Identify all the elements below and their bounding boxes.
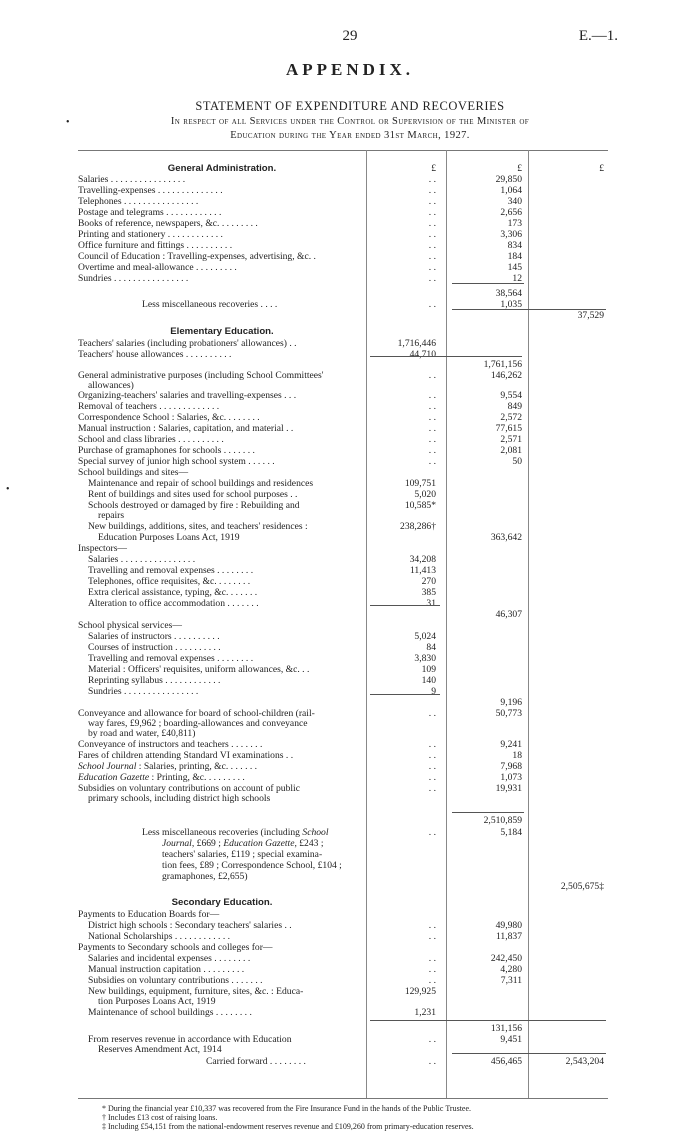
row-label: Special survey of junior high school system . . . . . . (78, 456, 275, 467)
row-label: Travelling and removal expenses . . . . . . . . (88, 653, 254, 664)
table-row (0, 196, 700, 207)
amount-cell: 146,262 (490, 370, 522, 381)
amount-cell: 2,505,675‡ (560, 881, 604, 892)
row-label: Manual instruction capitation . . . . . . . . . (88, 964, 245, 975)
amount-cell: 37,529 (577, 310, 604, 321)
amount-cell: . . (428, 750, 436, 761)
subtotal-rule (370, 1020, 606, 1021)
amount-cell: . . (428, 964, 436, 975)
row-label: School Journal : Salaries, printing, &c. . . . . . . (78, 761, 258, 772)
amount-cell: . . (428, 240, 436, 251)
amount-cell: . . (428, 783, 436, 794)
table-row (0, 1056, 700, 1067)
table-row (0, 543, 700, 554)
section-heading: General Administration. (167, 163, 277, 174)
row-label: Office furniture and fittings . . . . . . . . . . (78, 240, 233, 251)
table-row (0, 240, 700, 251)
row-label: Travelling-expenses . . . . . . . . . . . . . . (78, 185, 223, 196)
amount-cell: 11,413 (409, 565, 436, 576)
table-row (0, 401, 700, 412)
row-label: School physical services— (78, 620, 182, 631)
amount-cell: . . (428, 401, 436, 412)
table-row (0, 489, 700, 500)
row-label: Organizing-teachers' salaries and travelling-expenses . . . (78, 390, 297, 401)
amount-cell: 9,554 (500, 390, 522, 401)
subtotal-rule (370, 605, 440, 606)
amount-cell: 44,710 (409, 349, 436, 360)
amount-cell: 3,830 (414, 653, 436, 664)
row-label: Manual instruction : Salaries, capitation, and material . . (78, 423, 294, 434)
amount-cell: £ (517, 163, 522, 174)
table-row (0, 423, 700, 434)
table-row (0, 521, 700, 532)
amount-cell: 9,241 (500, 739, 522, 750)
row-label: Education Purposes Loans Act, 1919 (98, 532, 240, 543)
row-label: Subsidies on voluntary contributions . . . . . . . (88, 975, 263, 986)
amount-cell: £ (431, 163, 436, 174)
amount-cell: . . (428, 456, 436, 467)
amount-cell: 46,307 (495, 609, 522, 620)
amount-cell: 31 (426, 598, 436, 609)
row-label: Payments to Secondary schools and colleges for— (78, 942, 273, 953)
amount-cell: 5,184 (500, 827, 522, 838)
row-label: Courses of instruction . . . . . . . . . . (88, 642, 221, 653)
amount-cell: . . (428, 827, 436, 838)
amount-cell: 1,231 (414, 1007, 436, 1018)
subtotal-rule (370, 694, 440, 695)
amount-cell: . . (428, 931, 436, 942)
document-reference: E.—1. (578, 28, 618, 44)
row-label: Fares of children attending Standard VI examinations . . (78, 750, 294, 761)
table-row (0, 273, 700, 284)
amount-cell: 1,064 (500, 185, 522, 196)
row-label: National Scholarships . . . . . . . . . . . . (88, 931, 231, 942)
row-label: Reprinting syllabus . . . . . . . . . . . . (88, 675, 221, 686)
table-row (0, 881, 700, 892)
subtotal-rule (452, 1053, 606, 1054)
amount-cell: . . (428, 1056, 436, 1067)
row-label: way fares, £9,962 ; boarding-allowances and conveyance (88, 718, 308, 729)
amount-cell: 109 (421, 664, 436, 675)
row-label: Removal of teachers . . . . . . . . . . . . . (78, 401, 220, 412)
statement-subtitle-line1: In respect of all Services under the Control or Supervision of the Minister of (170, 116, 530, 127)
amount-cell: 2,572 (500, 412, 522, 423)
row-label: teachers' salaries, £119 ; special examina- (162, 849, 323, 860)
amount-cell: 9,196 (500, 697, 522, 708)
table-row (0, 163, 700, 174)
table-row (0, 445, 700, 456)
table-row (0, 793, 700, 804)
amount-cell: . . (428, 218, 436, 229)
row-label: Rent of buildings and sites used for school purposes . . (88, 489, 298, 500)
amount-cell: 38,564 (495, 288, 522, 299)
row-label: Carried forward . . . . . . . . (206, 1056, 306, 1067)
row-label: Sundries . . . . . . . . . . . . . . . . (78, 273, 189, 284)
row-label: Alteration to office accommodation . . . . . . . (88, 598, 259, 609)
amount-cell: 34,208 (409, 554, 436, 565)
amount-cell: . . (428, 174, 436, 185)
table-row (0, 326, 700, 337)
subtotal-rule (452, 812, 524, 813)
table-row (0, 686, 700, 697)
table-row (0, 975, 700, 986)
amount-cell: 2,510,859 (483, 815, 522, 826)
table-row (0, 1023, 700, 1034)
amount-cell: . . (428, 445, 436, 456)
amount-cell: . . (428, 251, 436, 262)
amount-cell: 238,286† (400, 521, 436, 532)
row-label: repairs (98, 510, 125, 521)
row-label: Postage and telegrams . . . . . . . . . . . . (78, 207, 222, 218)
row-label: Telephones . . . . . . . . . . . . . . . . (78, 196, 199, 207)
page-number: 29 (342, 28, 358, 44)
table-row (0, 897, 700, 908)
table-row (0, 739, 700, 750)
row-label: Telephones, office requisites, &c. . . . . . . . (88, 576, 251, 587)
row-label: Salaries . . . . . . . . . . . . . . . . (88, 554, 196, 565)
row-label: Inspectors— (78, 543, 128, 554)
table-row (0, 390, 700, 401)
subtotal-rule (370, 356, 522, 357)
row-label: General administrative purposes (including School Committees' (78, 370, 324, 381)
row-label: Correspondence School : Salaries, &c. . . . . . . . (78, 412, 260, 423)
amount-cell: 7,311 (500, 975, 522, 986)
row-label: District high schools : Secondary teachers' salaries . . (88, 920, 292, 931)
row-label: Schools destroyed or damaged by fire : Rebuilding and (88, 500, 300, 511)
subtotal-rule (452, 309, 606, 310)
row-label: Material : Officers' requisites, uniform allowances, &c. . . (88, 664, 310, 675)
table-row (0, 653, 700, 664)
table-row (0, 761, 700, 772)
table-row (0, 642, 700, 653)
row-label: Printing and stationery . . . . . . . . . . . . (78, 229, 223, 240)
amount-cell: 145 (507, 262, 522, 273)
table-row (0, 664, 700, 675)
amount-cell: 456,465 (490, 1056, 522, 1067)
amount-cell: 11,837 (495, 931, 522, 942)
table-row (0, 478, 700, 489)
row-label: Payments to Education Boards for— (78, 909, 220, 920)
table-row (0, 1007, 700, 1018)
table-row (0, 598, 700, 609)
amount-cell: . . (428, 708, 436, 719)
table-row (0, 631, 700, 642)
row-label: Maintenance and repair of school buildings and residences (88, 478, 314, 489)
row-label: Journal, £669 ; Education Gazette, £243 ; (162, 838, 324, 849)
amount-cell: 5,024 (414, 631, 436, 642)
row-label: Books of reference, newspapers, &c. . . . . . . . . (78, 218, 258, 229)
table-row (0, 620, 700, 631)
amount-cell: 2,543,204 (565, 1056, 604, 1067)
table-row (0, 587, 700, 598)
statement-title: STATEMENT OF EXPENDITURE AND RECOVERIES (195, 99, 505, 113)
statement-subtitle-line2: Education during the Year ended 31st March, 1927. (230, 130, 470, 141)
table-row (0, 964, 700, 975)
amount-cell: 49,980 (495, 920, 522, 931)
amount-cell: 50 (512, 456, 522, 467)
row-label: Conveyance of instructors and teachers . . . . . . . (78, 739, 263, 750)
amount-cell: 18 (512, 750, 522, 761)
table-row (0, 909, 700, 920)
footnote: † Includes £13 cost of raising loans. (102, 1113, 218, 1122)
amount-cell: . . (428, 207, 436, 218)
amount-cell: . . (428, 975, 436, 986)
amount-cell: . . (428, 772, 436, 783)
table-row (0, 434, 700, 445)
amount-cell: 140 (421, 675, 436, 686)
amount-cell: 3,306 (500, 229, 522, 240)
amount-cell: . . (428, 299, 436, 310)
margin-bullet-mark: • (6, 484, 10, 495)
amount-cell: 173 (507, 218, 522, 229)
row-label: Extra clerical assistance, typing, &c. . . . . . . (88, 587, 258, 598)
table-row (0, 942, 700, 953)
page-title: APPENDIX. (285, 60, 415, 79)
table-row (0, 815, 700, 826)
amount-cell: 834 (507, 240, 522, 251)
amount-cell: 12 (512, 273, 522, 284)
row-label: From reserves revenue in accordance with Education (88, 1034, 292, 1045)
row-label: Sundries . . . . . . . . . . . . . . . . (88, 686, 199, 697)
row-label: New buildings, additions, sites, and teachers' residences : (88, 521, 308, 532)
amount-cell: 9,451 (500, 1034, 522, 1045)
table-row (0, 262, 700, 273)
row-label: New buildings, equipment, furniture, sites, &c. : Educa- (88, 986, 304, 997)
amount-cell: . . (428, 412, 436, 423)
row-label: gramaphones, £2,655) (162, 871, 248, 882)
amount-cell: 129,925 (404, 986, 436, 997)
row-label: Education Gazette : Printing, &c. . . . . . . . . (78, 772, 245, 783)
amount-cell: 849 (507, 401, 522, 412)
amount-cell: . . (428, 761, 436, 772)
subtotal-rule (452, 283, 524, 284)
amount-cell: 2,571 (500, 434, 522, 445)
amount-cell: £ (599, 163, 604, 174)
table-bottom-rule (78, 1098, 608, 1099)
table-row (0, 510, 700, 521)
table-row (0, 229, 700, 240)
table-row (0, 849, 700, 860)
section-heading: Elementary Education. (170, 326, 274, 337)
footnote: * During the financial year £10,337 was recovered from the Fire Insurance Fund in the hands of the Public Trustee. (102, 1104, 472, 1113)
amount-cell: . . (428, 1034, 436, 1045)
row-label: Teachers' salaries (including probationers' allowances) . . (78, 338, 297, 349)
table-row (0, 456, 700, 467)
row-label: Less miscellaneous recoveries (including School (142, 827, 329, 838)
amount-cell: . . (428, 434, 436, 445)
table-row (0, 412, 700, 423)
amount-cell: . . (428, 390, 436, 401)
table-row (0, 359, 700, 370)
amount-cell: 340 (507, 196, 522, 207)
amount-cell: . . (428, 273, 436, 284)
table-row (0, 838, 700, 849)
table-row (0, 996, 700, 1007)
row-label: primary schools, including district high schools (88, 793, 271, 804)
amount-cell: 4,280 (500, 964, 522, 975)
row-label: Purchase of gramaphones for schools . . . . . . . (78, 445, 255, 456)
amount-cell: . . (428, 953, 436, 964)
table-row (0, 310, 700, 321)
row-label: by road and water, £40,811) (88, 728, 196, 739)
footnote: ‡ Including £54,151 from the national-endowment reserves revenue and £109,260 from primary-education reserves. (102, 1122, 474, 1131)
amount-cell: . . (428, 920, 436, 931)
row-label: School and class libraries . . . . . . . . . . (78, 434, 224, 445)
amount-cell: . . (428, 370, 436, 381)
amount-cell: 109,751 (404, 478, 436, 489)
row-label: Salaries and incidental expenses . . . . . . . . (88, 953, 251, 964)
amount-cell: 50,773 (495, 708, 522, 719)
amount-cell: 5,020 (414, 489, 436, 500)
amount-cell: 242,450 (490, 953, 522, 964)
row-label: Travelling and removal expenses . . . . . . . . (88, 565, 254, 576)
amount-cell: 1,761,156 (483, 359, 522, 370)
amount-cell: . . (428, 196, 436, 207)
amount-cell: 131,156 (490, 1023, 522, 1034)
amount-cell: 1,716,446 (397, 338, 436, 349)
row-label: Conveyance and allowance for board of school-children (rail- (78, 708, 315, 719)
row-label: Council of Education : Travelling-expenses, advertising, &c. . (78, 251, 316, 262)
amount-cell: 29,850 (495, 174, 522, 185)
row-label: tion Purposes Loans Act, 1919 (98, 996, 216, 1007)
amount-cell: . . (428, 423, 436, 434)
amount-cell: 77,615 (495, 423, 522, 434)
amount-cell: 9 (431, 686, 436, 697)
row-label: Maintenance of school buildings . . . . . . . . (88, 1007, 252, 1018)
row-label: Reserves Amendment Act, 1914 (98, 1044, 222, 1055)
table-row (0, 532, 700, 543)
amount-cell: . . (428, 262, 436, 273)
amount-cell: 84 (426, 642, 436, 653)
amount-cell: 2,656 (500, 207, 522, 218)
table-row (0, 827, 700, 838)
table-row (0, 554, 700, 565)
amount-cell: 2,081 (500, 445, 522, 456)
table-row (0, 675, 700, 686)
table-row (0, 697, 700, 708)
table-row (0, 860, 700, 871)
table-row (0, 772, 700, 783)
amount-cell: 184 (507, 251, 522, 262)
table-row (0, 467, 700, 478)
amount-cell: 19,931 (495, 783, 522, 794)
section-heading: Secondary Education. (171, 897, 273, 908)
amount-cell: 385 (421, 587, 436, 598)
amount-cell: 10,585* (404, 500, 436, 511)
row-label: Salaries . . . . . . . . . . . . . . . . (78, 174, 186, 185)
amount-cell: . . (428, 739, 436, 750)
row-label: Less miscellaneous recoveries . . . . (142, 299, 278, 310)
table-row (0, 174, 700, 185)
table-row (0, 931, 700, 942)
table-row (0, 953, 700, 964)
amount-cell: 1,073 (500, 772, 522, 783)
row-label: Teachers' house allowances . . . . . . . . . . (78, 349, 232, 360)
row-label: School buildings and sites— (78, 467, 189, 478)
row-label: Overtime and meal-allowance . . . . . . . . . (78, 262, 237, 273)
table-row (0, 185, 700, 196)
table-row (0, 576, 700, 587)
margin-bullet-mark: • (66, 117, 70, 128)
table-row (0, 338, 700, 349)
row-label: allowances) (88, 380, 134, 391)
table-row (0, 218, 700, 229)
table-row (0, 750, 700, 761)
amount-cell: . . (428, 229, 436, 240)
table-row (0, 920, 700, 931)
table-row (0, 565, 700, 576)
table-row (0, 207, 700, 218)
row-label: Salaries of instructors . . . . . . . . . . (88, 631, 220, 642)
table-row (0, 728, 700, 739)
amount-cell: 363,642 (490, 532, 522, 543)
table-row (0, 609, 700, 620)
amount-cell: 270 (421, 576, 436, 587)
row-label: Subsidies on voluntary contributions on account of public (78, 783, 300, 794)
amount-cell: 1,035 (500, 299, 522, 310)
table-row (0, 288, 700, 299)
table-row (0, 251, 700, 262)
amount-cell: . . (428, 185, 436, 196)
row-label: tion fees, £89 ; Correspondence School, £104 ; (162, 860, 342, 871)
amount-cell: 7,968 (500, 761, 522, 772)
